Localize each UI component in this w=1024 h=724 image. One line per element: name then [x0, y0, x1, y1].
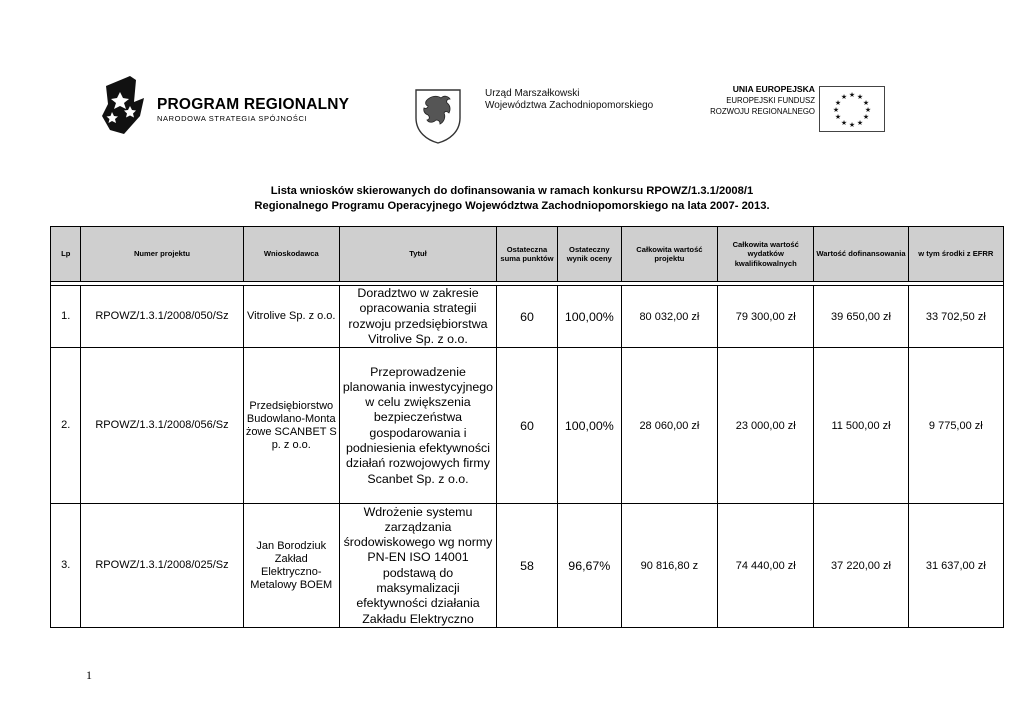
header-efrr: w tym środki z EFRR [908, 227, 1003, 282]
svg-text:★: ★ [864, 106, 872, 114]
office-line-1: Urząd Marszałkowski [485, 88, 580, 99]
eu-line-1: UNIA EUROPEJSKA [732, 84, 815, 94]
eu-line-3: ROZWOJU REGIONALNEGO [710, 107, 815, 116]
table-row [51, 504, 1004, 628]
cell-efrr: 33 702,50 zł [908, 286, 1003, 348]
title-line-2: Regionalnego Programu Operacyjnego Województwa Zachodniopomorskiego na lata 2007- 2013. [254, 199, 770, 212]
header-points: Ostateczna suma punktów [497, 227, 558, 282]
eu-logo [697, 76, 885, 132]
document-title [0, 184, 1024, 213]
header-eligible: Całkowita wartość wydatków kwalifikowalnych [718, 227, 814, 282]
svg-text:★: ★ [840, 119, 848, 127]
svg-text:★: ★ [834, 113, 842, 121]
eu-line-2: EUROPEJSKI FUNDUSZ [726, 96, 815, 105]
svg-text:★: ★ [856, 119, 864, 127]
table-row [51, 348, 1004, 504]
svg-text:★: ★ [834, 99, 842, 107]
cell-funding: 11 500,00 zł [814, 348, 908, 504]
header-title: Tytuł [339, 227, 496, 282]
cell-total: 80 032,00 zł [621, 286, 717, 348]
cell-title: Wdrożenie systemu zarządzania środowiskowego wg normy PN-EN ISO 14001 podstawą do maksymalizacji efektywności działania Zakładu Elektryczno [339, 504, 496, 628]
svg-text:★: ★ [862, 99, 870, 107]
program-title: PROGRAM REGIONALNY [157, 96, 350, 113]
header-result: Ostateczny wynik oceny [557, 227, 621, 282]
title-line-1: Lista wniosków skierowanych do dofinansowania w ramach konkursu RPOWZ/1.3.1/2008/1 [270, 185, 754, 197]
table-row [51, 286, 1004, 348]
cell-funding: 37 220,00 zł [814, 504, 908, 628]
svg-text:★: ★ [856, 93, 864, 101]
svg-text:★: ★ [848, 121, 856, 129]
cell-applicant: Vitrolive Sp. z o.o. [243, 286, 339, 348]
svg-text:★: ★ [848, 91, 856, 99]
cell-efrr: 9 775,00 zł [908, 348, 1003, 504]
cell-number: RPOWZ/1.3.1/2008/025/Sz [81, 504, 243, 628]
cell-result: 96,67% [557, 504, 621, 628]
svg-text:★: ★ [840, 93, 848, 101]
office-line-2: Województwa Zachodniopomorskiego [485, 100, 654, 111]
cell-eligible: 79 300,00 zł [718, 286, 814, 348]
program-regionalny-emblem-icon [100, 76, 152, 134]
grants-table [50, 226, 1004, 628]
cell-points: 60 [497, 286, 558, 348]
header-total: Całkowita wartość projektu [621, 227, 717, 282]
office-name [485, 88, 653, 112]
eu-flag-icon [819, 86, 885, 132]
header-applicant: Wnioskodawca [243, 227, 339, 282]
header-row [51, 227, 1004, 282]
header-lp: Lp [51, 227, 81, 282]
program-subtitle: NARODOWA STRATEGIA SPÓJNOŚCI [157, 114, 308, 123]
cell-result: 100,00% [557, 348, 621, 504]
cell-total: 90 816,80 z [621, 504, 717, 628]
cell-eligible: 74 440,00 zł [718, 504, 814, 628]
cell-points: 58 [497, 504, 558, 628]
header-funding: Wartość dofinansowania [814, 227, 908, 282]
cell-efrr: 31 637,00 zł [908, 504, 1003, 628]
cell-number: RPOWZ/1.3.1/2008/056/Sz [81, 348, 243, 504]
page-number: 1 [86, 668, 92, 682]
cell-total: 28 060,00 zł [621, 348, 717, 504]
header-number: Numer projektu [81, 227, 243, 282]
program-regionalny-logo [100, 76, 350, 136]
cell-lp: 2. [51, 348, 81, 504]
svg-text:★: ★ [832, 106, 840, 114]
cell-points: 60 [497, 348, 558, 504]
cell-title: Przeprowadzenie planowania inwestycyjnego w celu zwiększenia bezpieczeństwa gospodarowania i podniesienia efektywności działań rozwojowych firmy Scanbet Sp. z o.o. [339, 348, 496, 504]
eu-text [710, 84, 815, 117]
cell-applicant: Jan Borodziuk Zakład Elektryczno-Metalowy BOEM [243, 504, 339, 628]
cell-applicant: Przedsiębiorstwo Budowlano-Montażowe SCANBET Sp. z o.o. [243, 348, 339, 504]
cell-lp: 3. [51, 504, 81, 628]
cell-lp: 1. [51, 286, 81, 348]
cell-funding: 39 650,00 zł [814, 286, 908, 348]
griffin-crest-icon [413, 88, 463, 149]
cell-eligible: 23 000,00 zł [718, 348, 814, 504]
cell-result: 100,00% [557, 286, 621, 348]
svg-text:★: ★ [862, 113, 870, 121]
cell-number: RPOWZ/1.3.1/2008/050/Sz [81, 286, 243, 348]
cell-title: Doradztwo w zakresie opracowania strategii rozwoju przedsiębiorstwa Vitrolive Sp. z o.o. [339, 286, 496, 348]
